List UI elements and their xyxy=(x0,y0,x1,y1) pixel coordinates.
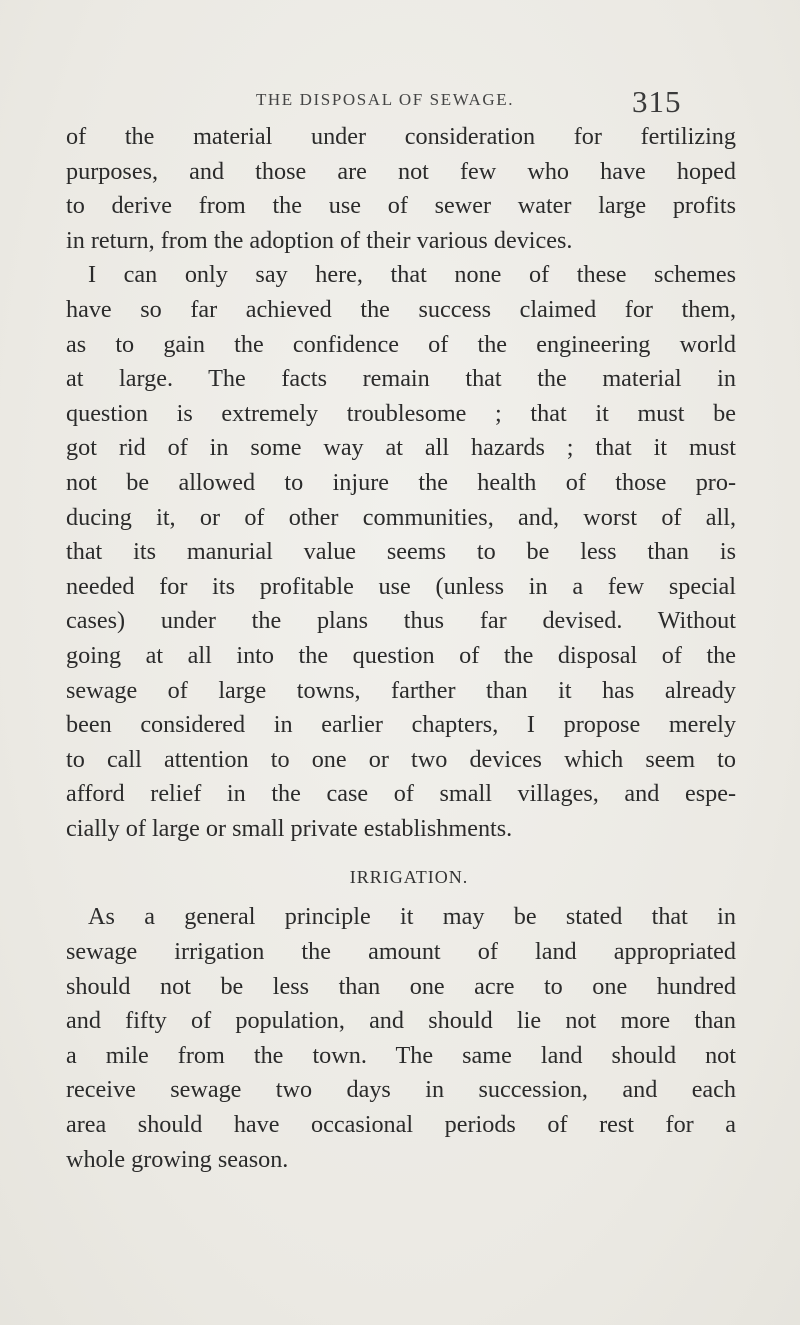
text-line: should not be less than one acre to one hundred xyxy=(66,972,736,1000)
running-head-title: THE DISPOSAL OF SEWAGE. xyxy=(255,90,515,109)
body-text xyxy=(66,120,736,1177)
paragraph-schemes xyxy=(66,258,736,846)
text-line: whole growing season. xyxy=(66,1145,289,1173)
text-line: I can only say here, that none of these schemes xyxy=(88,261,736,289)
text-line: sewage irrigation the amount of land appropriated xyxy=(66,938,736,966)
text-line: needed for its profitable use (unless in a few special xyxy=(66,572,736,600)
text-line: area should have occasional periods of rest for a xyxy=(66,1111,736,1139)
paragraph-irrigation xyxy=(66,900,736,1177)
page-number: 315 xyxy=(632,84,682,119)
text-line: afford relief in the case of small villages, and espe- xyxy=(66,780,736,808)
text-line: cases) under the plans thus far devised. Without xyxy=(66,607,736,635)
text-line: cially of large or small private establishments. xyxy=(66,814,513,842)
text-line: got rid of in some way at all hazards ; that it must xyxy=(66,434,736,462)
text-line: receive sewage two days in succession, and each xyxy=(66,1076,736,1104)
section-heading: IRRIGATION. xyxy=(349,867,469,888)
text-line: in return, from the adoption of their various devices. xyxy=(66,226,573,254)
text-line: of the material under consideration for fertilizing xyxy=(66,123,736,150)
text-line: to call attention to one or two devices which seem to xyxy=(66,745,736,773)
text-line: purposes, and those are not few who have hoped xyxy=(66,157,736,185)
text-line: have so far achieved the success claimed for them, xyxy=(66,295,736,323)
text-line: to derive from the use of sewer water large profits xyxy=(66,192,736,220)
text-line: going at all into the question of the disposal of the xyxy=(66,641,736,669)
text-line: and fifty of population, and should lie not more than xyxy=(66,1007,736,1035)
text-line: not be allowed to injure the health of those pro- xyxy=(66,468,736,496)
text-line: been considered in earlier chapters, I propose merely xyxy=(66,711,736,739)
text-line: sewage of large towns, farther than it has already xyxy=(66,676,736,704)
paragraph-continued xyxy=(66,120,736,258)
text-line: a mile from the town. The same land should not xyxy=(66,1041,736,1069)
text-line: at large. The facts remain that the material in xyxy=(66,365,736,393)
text-line: ducing it, or of other communities, and, worst of all, xyxy=(66,503,736,531)
text-line: As a general principle it may be stated that in xyxy=(88,903,736,931)
text-line: that its manurial value seems to be less than is xyxy=(66,538,736,566)
text-line: as to gain the confidence of the engineering world xyxy=(66,330,736,358)
text-line: question is extremely troublesome ; that it must be xyxy=(66,399,736,427)
